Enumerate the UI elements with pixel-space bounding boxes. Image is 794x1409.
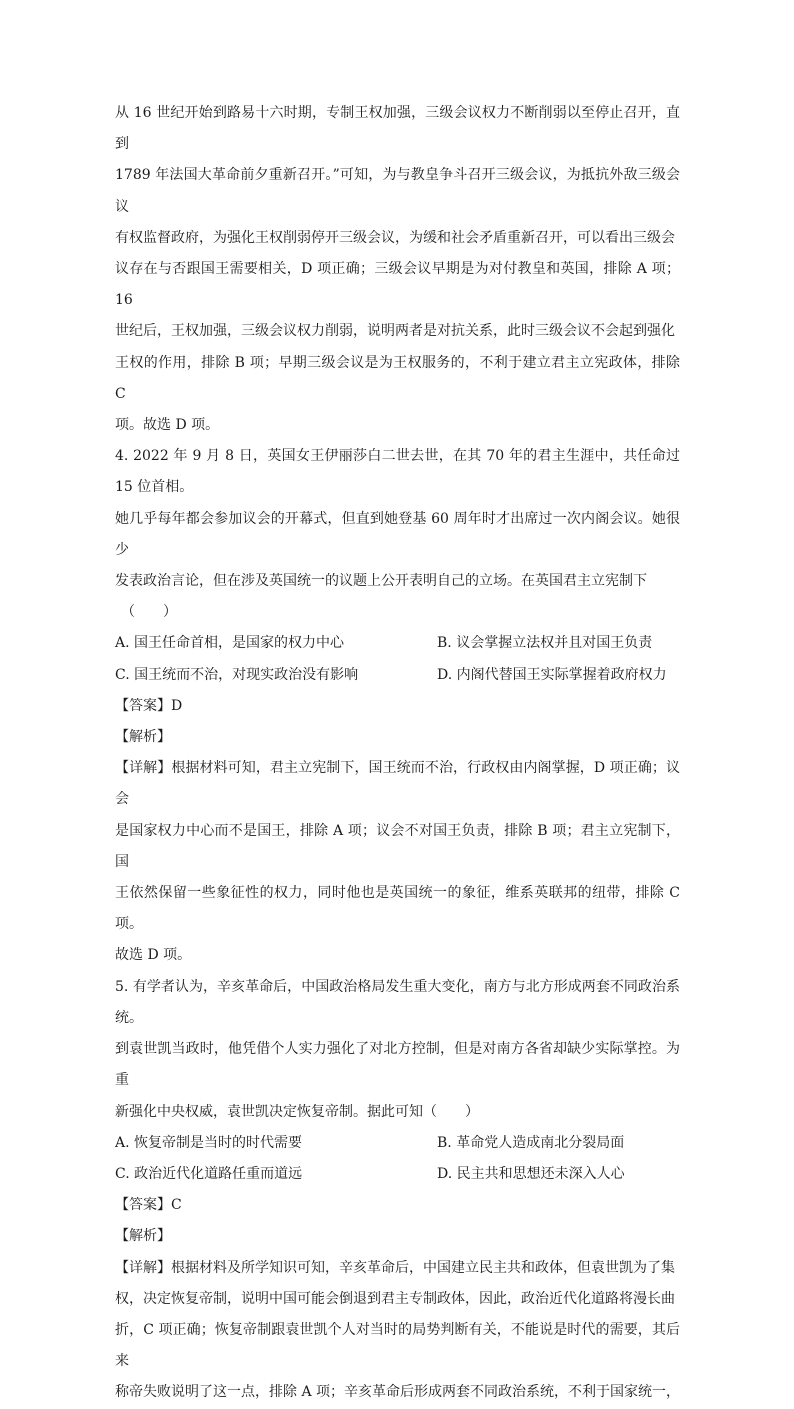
q5-option-d: D. 民主共和思想还未深入人心	[437, 1165, 625, 1182]
q4-option-a: A. 国王任命首相，是国家的权力中心	[115, 635, 345, 652]
q5-options-row-1	[115, 1128, 680, 1159]
q4-detail-line: 是国家权力中心而不是国王，排除 A 项；议会不对国王负责，排除 B 项；君主立宪制下，国	[115, 822, 680, 870]
q4-answer-blank: （ ）	[121, 604, 177, 621]
q4-answer: 【答案】D	[115, 697, 183, 714]
continuation-line: 项。故选 D 项。	[115, 417, 220, 434]
q4-analysis-tag: 【解析】	[115, 729, 171, 746]
q5-stem-line: 到袁世凯当政时，他凭借个人实力强化了对北方控制，但是对南方各省却缺少实际掌控。为重	[115, 1041, 680, 1089]
q4-options-row-1	[115, 628, 680, 659]
q5-answer: 【答案】C	[115, 1197, 182, 1214]
continuation-line: 1789 年法国大革命前夕重新召开。”可知，为与教皇争斗召开三级会议，为抵抗外敌三级会议	[115, 167, 680, 215]
page-content	[115, 98, 680, 1409]
q5-stem-line: 5. 有学者认为，辛亥革命后，中国政治格局发生重大变化，南方与北方形成两套不同政治系统。	[115, 978, 680, 1026]
q4-options-row-2	[115, 660, 680, 691]
q4-detail-line: 王依然保留一些象征性的权力，同时他也是英国统一的象征，维系英联邦的纽带，排除 C 项。	[115, 885, 680, 933]
q4-stem-line: 4. 2022 年 9 月 8 日，英国女王伊丽莎白二世去世，在其 70 年的君主生涯中，共任命过 15 位首相。	[115, 448, 680, 496]
q5-detail-line: 折，C 项正确；恢复帝制跟袁世凯个人对当时的局势判断有关，不能说是时代的需要，其后来	[115, 1321, 680, 1370]
continuation-line: 王权的作用，排除 B 项；早期三级会议是为王权服务的，不利于建立君主立宪政体，排除 C	[115, 354, 680, 402]
q5-option-a: A. 恢复帝制是当时的时代需要	[115, 1134, 303, 1151]
q4-stem-line: 她几乎每年都会参加议会的开幕式，但直到她登基 60 周年时才出席过一次内阁会议。她很少	[115, 510, 680, 558]
q4-option-b: B. 议会掌握立法权并且对国王负责	[437, 635, 653, 652]
continuation-line: 从 16 世纪开始到路易十六时期，专制王权加强，三级会议权力不断削弱以至停止召开，直到	[115, 105, 680, 153]
q5-detail-line: 权，决定恢复帝制，说明中国可能会倒退到君主专制政体，因此，政治近代化道路将漫长曲	[115, 1290, 675, 1307]
q5-analysis-tag: 【解析】	[115, 1228, 171, 1245]
continuation-line: 有权监督政府，为强化王权削弱停开三级会议，为缓和社会矛盾重新召开，可以看出三级会	[115, 229, 675, 246]
continuation-line: 议存在与否跟国王需要相关，D 项正确；三级会议早期是为对付教皇和英国，排除 A 项；16	[115, 261, 680, 309]
q5-stem-line: 新强化中央权威，袁世凯决定恢复帝制。据此可知（ ）	[115, 1103, 479, 1120]
q4-detail-line: 故选 D 项。	[115, 947, 192, 964]
q5-detail-line: 称帝失败说明了这一点，排除 A 项；辛亥革命后形成两套不同政治系统，不利于国家统一，	[115, 1384, 681, 1401]
q5-option-c: C. 政治近代化道路任重而道远	[115, 1165, 303, 1182]
continuation-line: 世纪后，王权加强，三级会议权力削弱，说明两者是对抗关系，此时三级会议不会起到强化	[115, 323, 675, 340]
q4-option-c: C. 国王统而不治，对现实政治没有影响	[115, 666, 359, 683]
q5-detail-line: 【详解】根据材料及所学知识可知，辛亥革命后，中国建立民主共和政体，但袁世凯为了集	[115, 1259, 675, 1276]
q5-options-row-2	[115, 1159, 680, 1190]
q4-stem-line: 发表政治言论，但在涉及英国统一的议题上公开表明自己的立场。在英国君主立宪制下	[115, 573, 647, 590]
q4-detail-line: 【详解】根据材料可知，君主立宪制下，国王统而不治，行政权由内阁掌握，D 项正确；议会	[115, 760, 680, 808]
q5-option-b: B. 革命党人造成南北分裂局面	[437, 1134, 625, 1151]
q4-option-d: D. 内阁代替国王实际掌握着政府权力	[437, 666, 667, 683]
